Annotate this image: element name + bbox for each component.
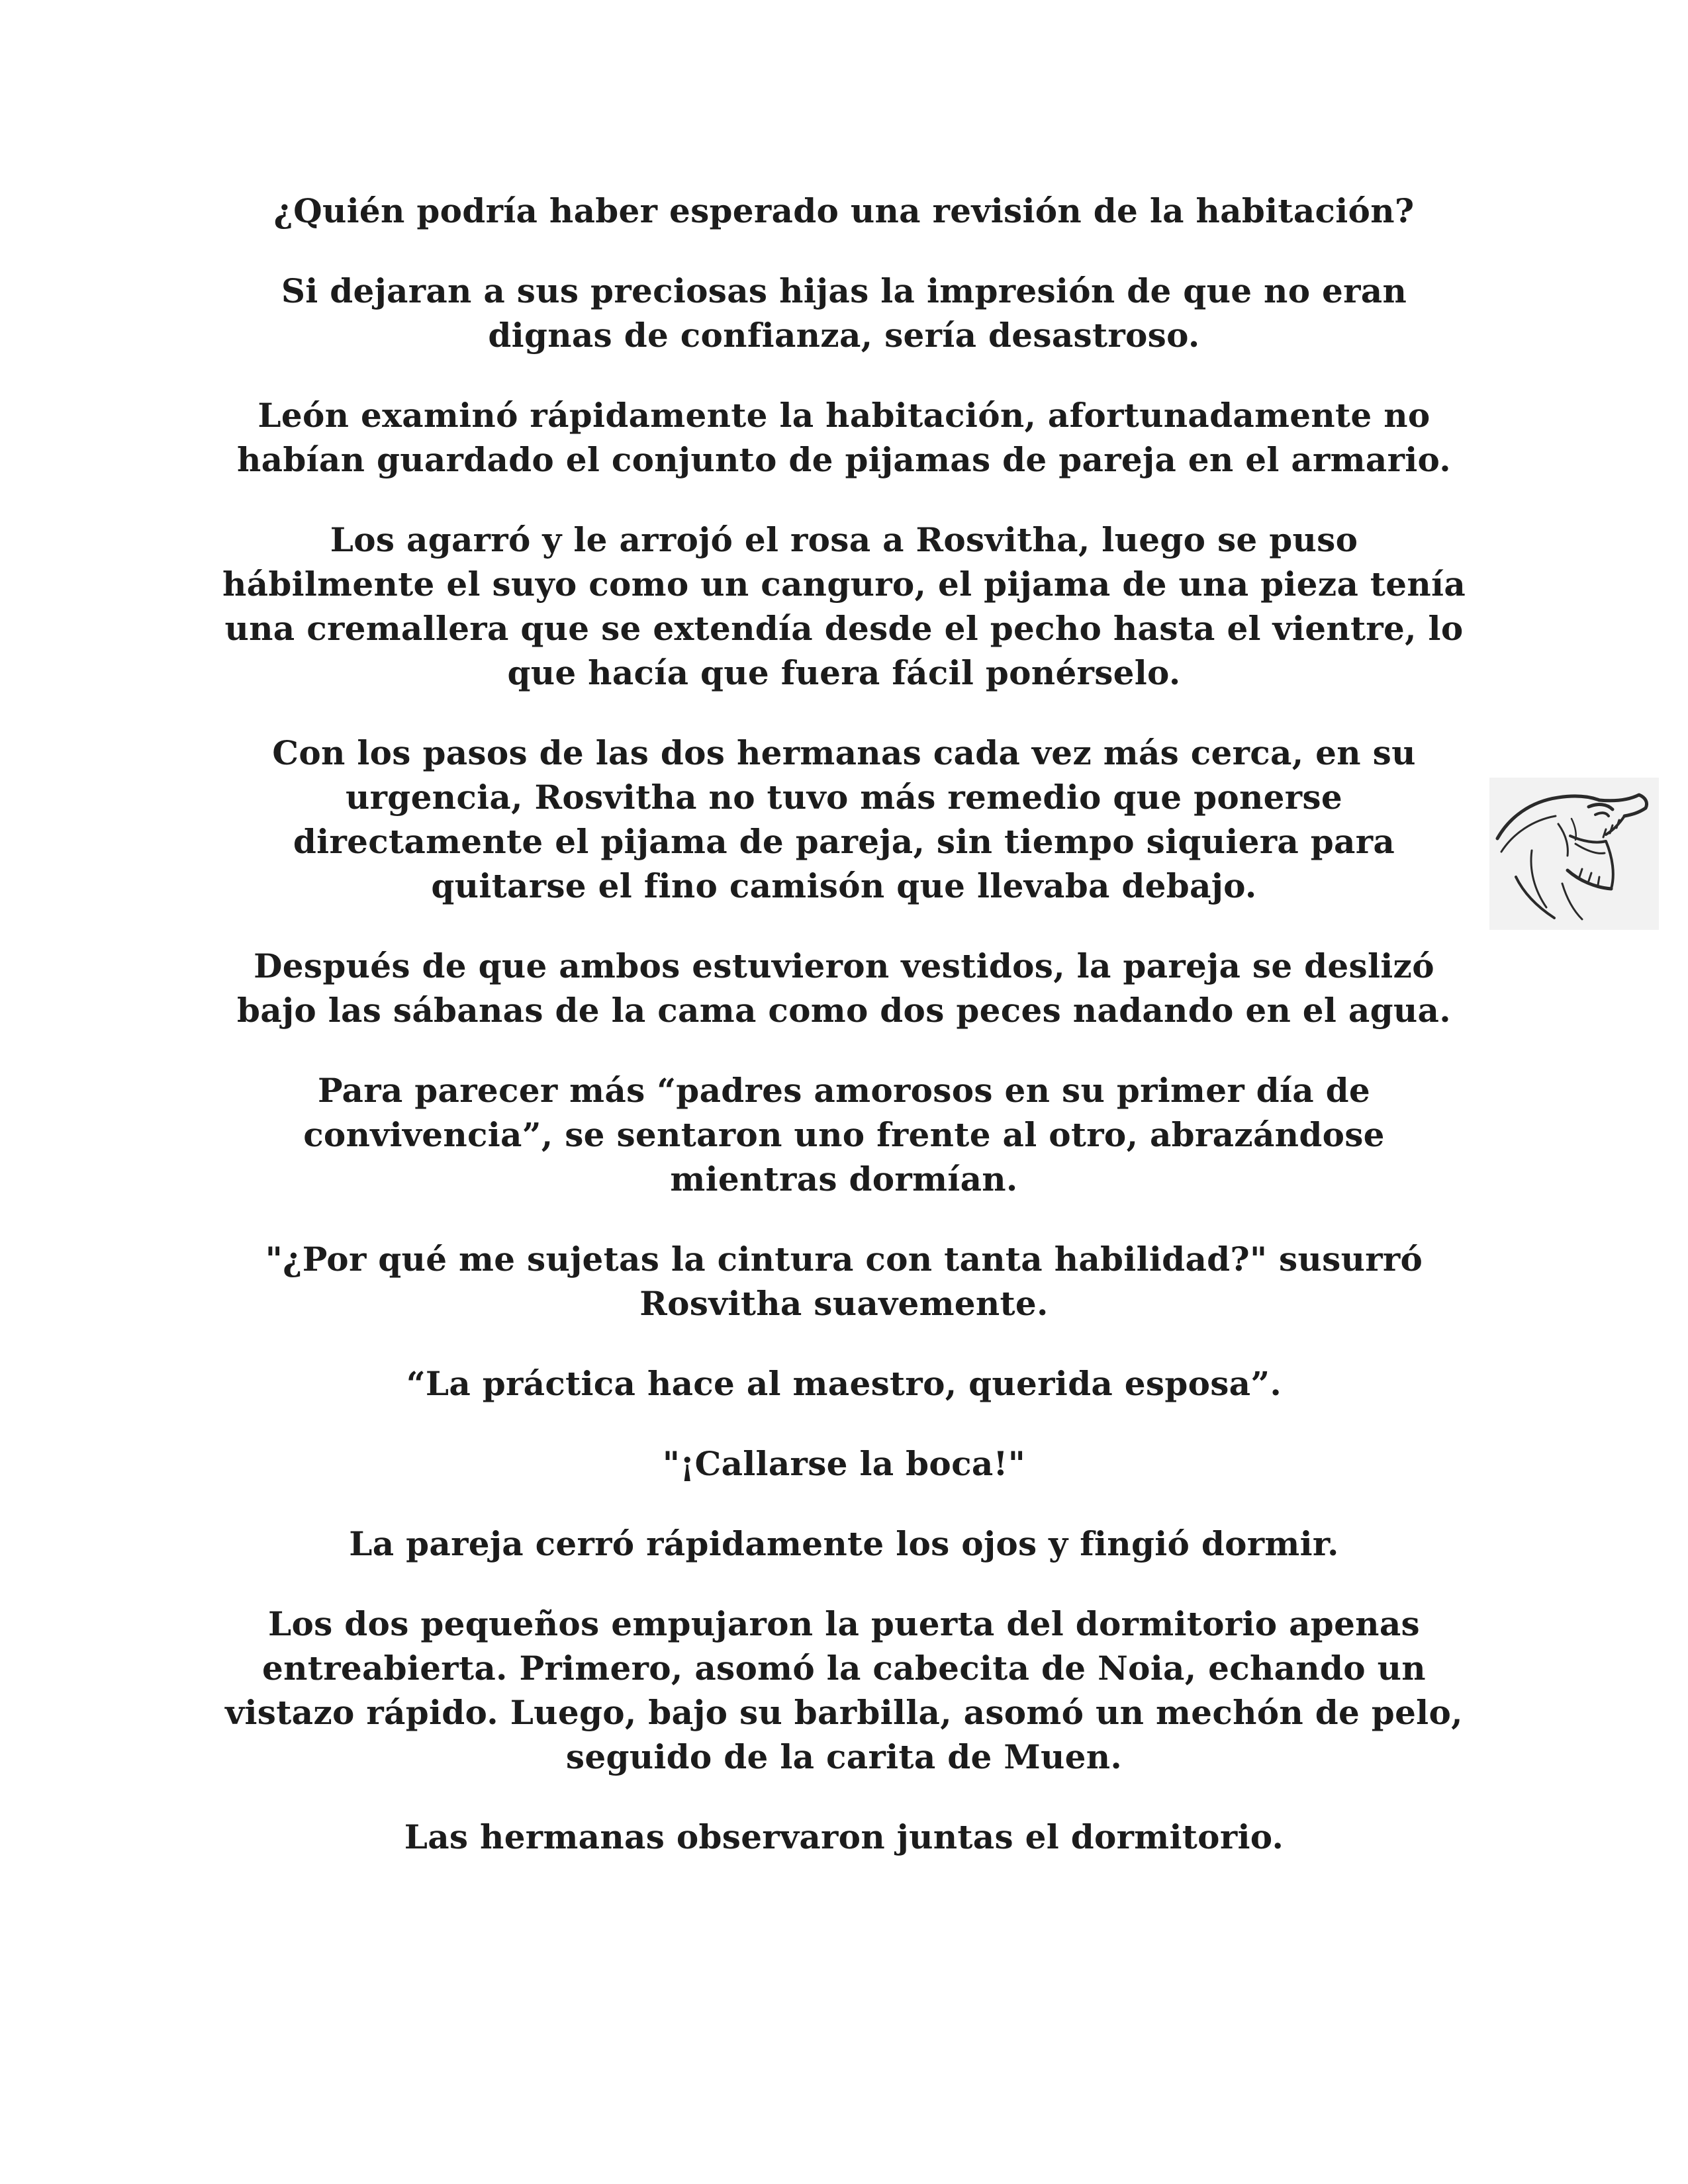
dragon-head-sketch-icon (1489, 778, 1659, 930)
paragraph-3: León examinó rápidamente la habitación, afortunadamente no habían guardado el conjunto de pijamas de pareja en el armario. (236, 396, 1451, 479)
paragraph-8: "¿Por qué me sujetas la cintura con tanta habilidad?" susurró Rosvitha suavemente. (265, 1240, 1423, 1323)
paragraph-10: "¡Callarse la boca!" (662, 1444, 1026, 1483)
paragraph-9: “La práctica hace al maestro, querida esposa”. (406, 1364, 1282, 1403)
paragraph-12: Los dos pequeños empujaron la puerta del dormitorio apenas entreabierta. Primero, asomó la cabecita de Noia, echando un vistazo rápido. Luego, bajo su barbilla, asomó un mechón de pelo, seguido de la carita de Muen. (225, 1604, 1463, 1776)
paragraph-1: ¿Quién podría haber esperado una revisión de la habitación? (273, 191, 1415, 230)
paragraph-7: Para parecer más “padres amorosos en su primer día de convivencia”, se sentaron uno frente al otro, abrazándose mientras dormían. (303, 1071, 1385, 1199)
paragraph-13: Las hermanas observaron juntas el dormitorio. (404, 1817, 1284, 1856)
paragraph-6: Después de que ambos estuvieron vestidos, la pareja se deslizó bajo las sábanas de la cama como dos peces nadando en el agua. (237, 946, 1451, 1030)
story-text (218, 189, 1470, 1895)
paragraph-2: Si dejaran a sus preciosas hijas la impresión de que no eran dignas de confianza, sería desastroso. (281, 271, 1407, 355)
paragraph-4: Los agarró y le arrojó el rosa a Rosvitha, luego se puso hábilmente el suyo como un canguro, el pijama de una pieza tenía una cremallera que se extendía desde el pecho hasta el vientre, lo que hacía que fuera fácil ponérselo. (222, 520, 1466, 692)
paragraph-11: La pareja cerró rápidamente los ojos y fingió dormir. (349, 1524, 1339, 1563)
paragraph-5: Con los pasos de las dos hermanas cada vez más cerca, en su urgencia, Rosvitha no tuvo más remedio que ponerse directamente el pijama de pareja, sin tiempo siquiera para quitarse el fino camisón que llevaba debajo. (272, 733, 1416, 905)
